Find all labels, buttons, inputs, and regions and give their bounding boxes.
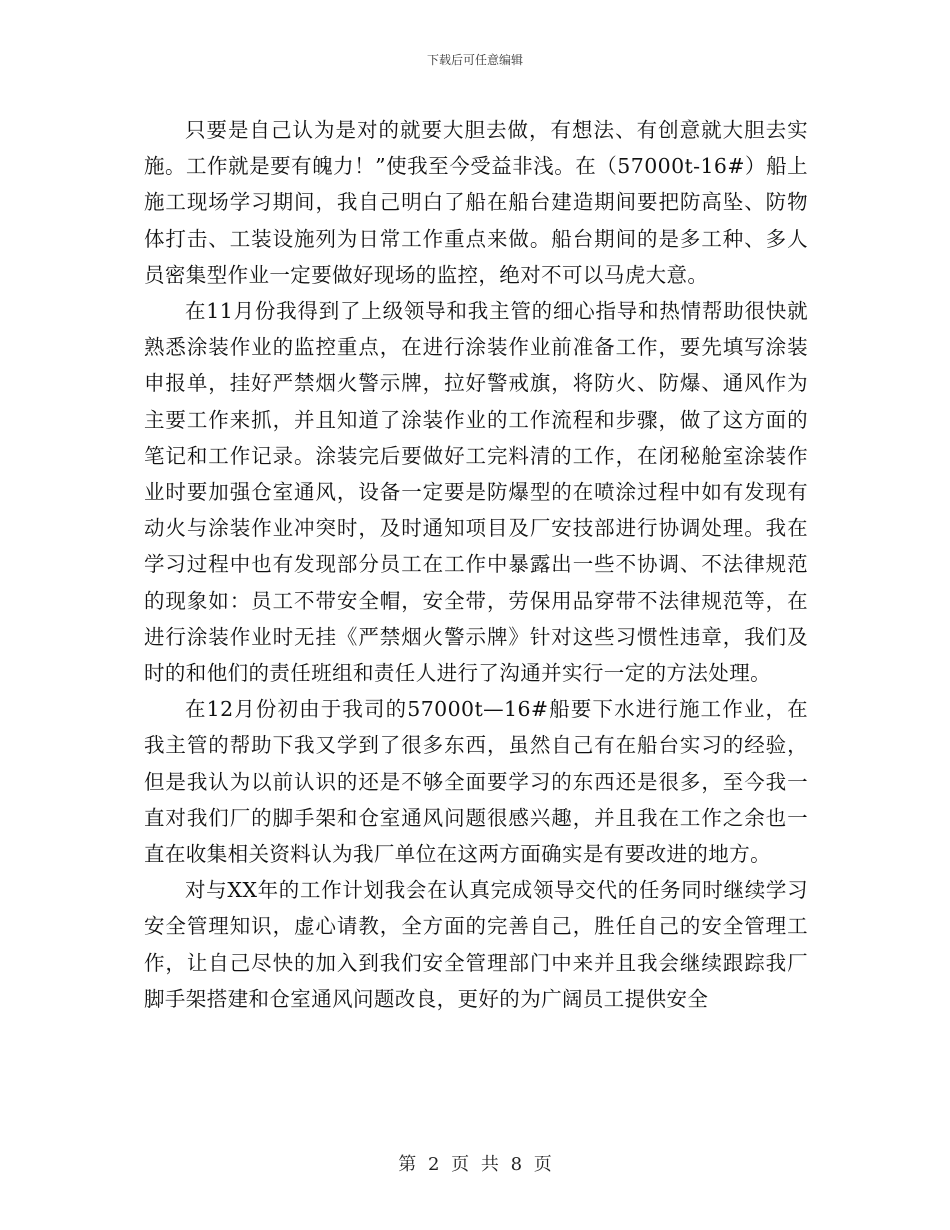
paragraph-1: 只要是自己认为是对的就要大胆去做，有想法、有创意就大胆去实施。工作就是要有魄力！”使我至今受益非浅。在（57000t-16#）船上施工现场学习期间，我自己明白了船在船台建造期间要把防高坠、防物体打击、工装设施列为日常工作重点来做。船台期间的是多工种、多人员密集型作业一定要做好现场的监控，绝对不可以马虎大意。 [144, 118, 808, 287]
paragraph-2: 在11月份我得到了上级领导和我主管的细心指导和热情帮助很快就熟悉涂装作业的监控重点，在进行涂装作业前准备工作，要先填写涂装申报单，挂好严禁烟火警示牌，拉好警戒旗，将防火、防爆、通风作为主要工作来抓，并且知道了涂装作业的工作流程和步骤，做了这方面的笔记和工作记录。涂装完后要做好工完料清的工作，在闭秘舱室涂装作业时要加强仓室通风，设备一定要是防爆型的在喷涂过程中如有发现有动火与涂装作业冲突时，及时通知项目及厂安技部进行协调处理。我在学习过程中也有发现部分员工在工作中暴露出一些不协调、不法律规范的现象如：员工不带安全帽，安全带，劳保用品穿带不法律规范等，在进行涂装作业时无挂《严禁烟火警示牌》针对这些习惯性违章，我们及时的和他们的责任班组和责任人进行了沟通并实行一定的方法处理。 [144, 299, 808, 686]
paragraph-3: 在12月份初由于我司的57000t—16#船要下水进行施工作业，在我主管的帮助下我又学到了很多东西，虽然自己有在船台实习的经验，但是我认为以前认识的还是不够全面要学习的东西还是很多，至今我一直对我们厂的脚手架和仓室通风问题很感兴趣，并且我在工作之余也一直在收集相关资料认为我厂单位在这两方面确实是有要改进的地方。 [144, 697, 808, 867]
page-number-footer: 第 2 页 共 8 页 [398, 1154, 552, 1175]
document-body [144, 112, 808, 1017]
page-header: 下载后可任意编辑 [426, 53, 523, 67]
paragraph-4: 对与XX年的工作计划我会在认真完成领导交代的任务同时继续学习安全管理知识，虚心请教，全方面的完善自己，胜任自己的安全管理工作，让自己尽快的加入到我们安全管理部门中来并且我会继续跟踪我厂脚手架搭建和仓室通风问题改良，更好的为广阔员工提供安全 [144, 878, 808, 1011]
